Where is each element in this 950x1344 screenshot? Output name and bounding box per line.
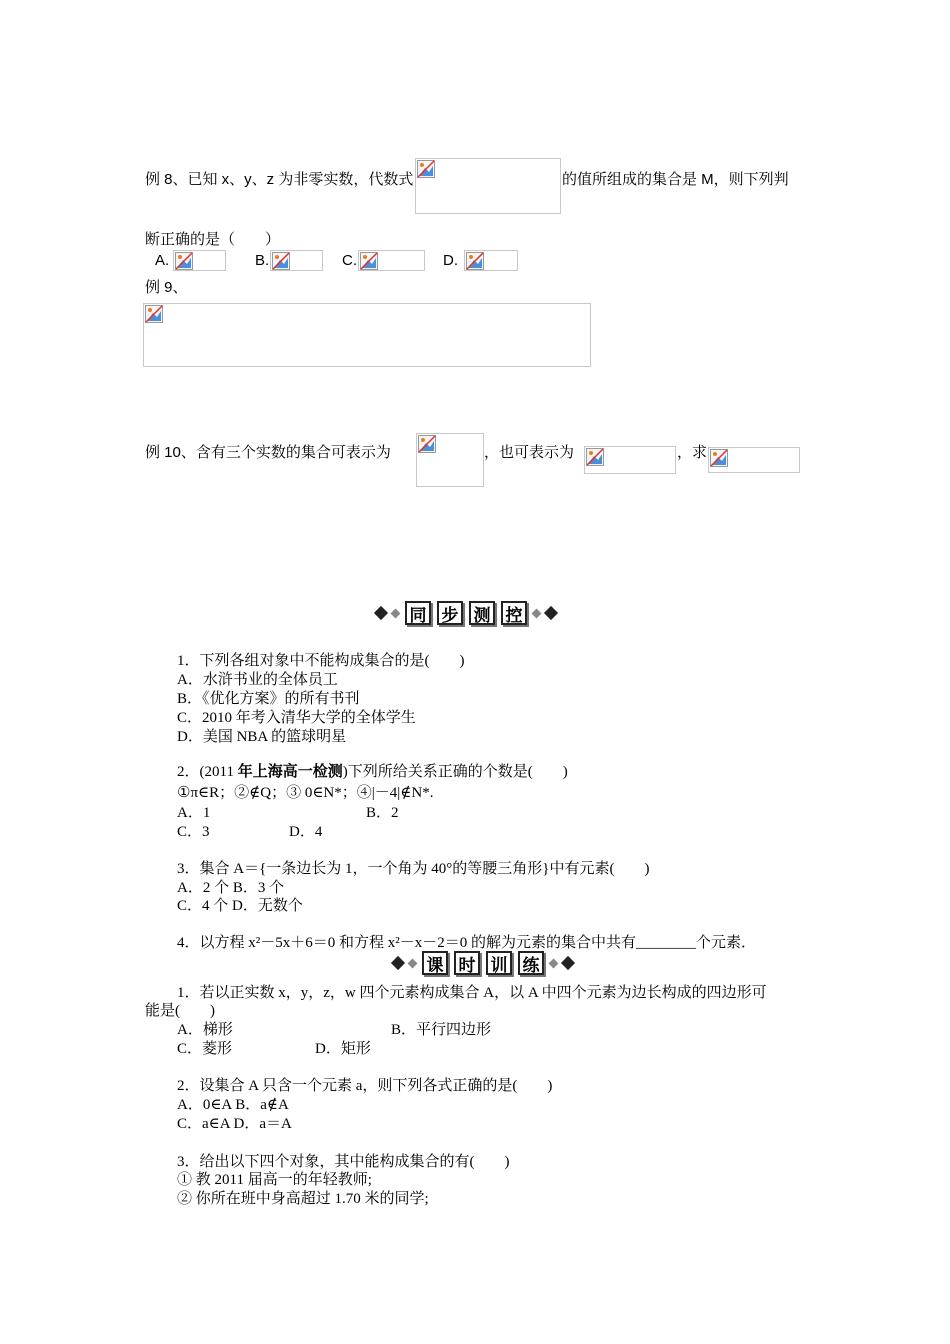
ex8-option-a-label: A.	[155, 252, 170, 269]
ex10-text-a: 例 10、含有三个实数的集合可表示为	[145, 444, 391, 461]
lesson-q3-stem: 3．给出以下四个对象，其中能构成集合的有( )	[177, 1154, 510, 1170]
ex8-text-1a: 例 8、已知 x、y、z 为非零实数，代数式	[145, 171, 414, 188]
sync-q3-options-ab: A．2 个 B．3 个	[177, 880, 285, 896]
sync-q1-option-a: A．水浒书业的全体员工	[177, 672, 338, 688]
ex8-option-b-image	[270, 250, 323, 271]
ex8-option-c-label: C.	[342, 252, 357, 269]
section-banner-sync	[376, 601, 556, 625]
diamond-icon	[549, 958, 559, 968]
lesson-q1-option-b: B．平行四边形	[391, 1022, 492, 1038]
banner-char: 训	[486, 951, 512, 975]
broken-image-icon	[175, 252, 193, 270]
lesson-q1-option-d: D．矩形	[315, 1041, 371, 1057]
sync-q2-relations: ①π∈R；②∉Q；③ 0∈N*；④|－4|∉N*.	[177, 785, 434, 801]
banner-char: 同	[405, 601, 431, 625]
broken-image-icon	[586, 448, 604, 466]
broken-image-icon	[272, 252, 290, 270]
broken-image-icon	[145, 305, 163, 323]
banner-char: 控	[501, 601, 527, 625]
lesson-q3-item-2: ② 你所在班中身高超过 1.70 米的同学;	[177, 1191, 429, 1207]
sync-q1-stem: 1．下列各组对象中不能构成集合的是( )	[177, 653, 465, 669]
broken-image-icon	[360, 252, 378, 270]
ex10-text-c: ，求	[677, 444, 708, 461]
lesson-q1-line2: 能是( )	[145, 1003, 215, 1019]
ex8-option-b-label: B.	[255, 252, 270, 269]
broken-image-icon	[466, 252, 484, 270]
sync-q4-stem: 4．以方程 x²－5x＋6＝0 和方程 x²－x－2＝0 的解为元素的集合中共有________个元素．	[177, 935, 756, 951]
ex8-option-c-image	[358, 250, 425, 271]
lesson-q2-options-cd: C．a∈A D．a＝A	[177, 1116, 292, 1132]
sync-q2-stem: 2．(2011 年上海高一检测)下列所给关系正确的个数是( )	[177, 763, 568, 780]
sync-q3-options-cd: C．4 个 D．无数个	[177, 898, 303, 914]
lesson-q2-options-ab: A．0∈A B．a∉A	[177, 1097, 289, 1113]
lesson-q1-line1: 1．若以正实数 x，y，z，w 四个元素构成集合 A，以 A 中四个元素为边长构成的四边形可	[177, 985, 767, 1001]
diamond-icon	[532, 608, 542, 618]
sync-q2-option-a: A．1	[177, 805, 211, 821]
diamond-icon	[391, 956, 405, 970]
sync-q1-option-c: C．2010 年考入清华大学的全体学生	[177, 710, 416, 726]
banner-char: 步	[437, 601, 463, 625]
section-banner-lesson	[393, 951, 573, 975]
banner-char: 测	[469, 601, 495, 625]
sync-q1-option-b: B．《优化方案》的所有书刊	[177, 691, 360, 707]
ex9-image	[143, 303, 591, 367]
sync-q1-option-d: D．美国 NBA 的篮球明星	[177, 729, 347, 745]
ex9-label: 例 9、	[145, 279, 188, 296]
ex8-expression-image	[415, 158, 561, 214]
lesson-q3-item-1: ① 教 2011 届高一的年轻教师;	[177, 1172, 372, 1188]
banner-char: 时	[454, 951, 480, 975]
broken-image-icon	[418, 435, 436, 453]
ex10-set-image-2	[584, 446, 676, 474]
sync-q2-option-b: B．2	[366, 805, 399, 821]
broken-image-icon	[710, 449, 728, 467]
sync-q2-option-d: D．4	[289, 824, 323, 840]
diamond-icon	[561, 956, 575, 970]
ex10-set-image-1	[416, 433, 484, 487]
lesson-q1-option-c: C．菱形	[177, 1041, 233, 1057]
banner-char: 练	[518, 951, 544, 975]
sync-q3-stem: 3．集合 A＝{一条边长为 1，一个角为 40°的等腰三角形}中有元素( )	[177, 861, 650, 877]
ex10-ask-image	[708, 447, 800, 473]
ex8-text-1b: 的值所组成的集合是 M，则下列判	[562, 171, 789, 188]
ex8-option-d-label: D.	[443, 252, 458, 269]
diamond-icon	[391, 608, 401, 618]
lesson-q2-stem: 2．设集合 A 只含一个元素 a，则下列各式正确的是( )	[177, 1078, 553, 1094]
lesson-q1-option-a: A．梯形	[177, 1022, 233, 1038]
ex10-text-b: ，也可表示为	[484, 444, 575, 461]
sync-q2-option-c: C．3	[177, 824, 210, 840]
diamond-icon	[544, 606, 558, 620]
ex8-text-2: 断正确的是（ ）	[145, 231, 281, 248]
ex8-option-a-image	[173, 250, 226, 271]
ex8-option-d-image	[464, 250, 518, 271]
diamond-icon	[408, 958, 418, 968]
broken-image-icon	[417, 160, 435, 178]
diamond-icon	[374, 606, 388, 620]
banner-char: 课	[422, 951, 448, 975]
